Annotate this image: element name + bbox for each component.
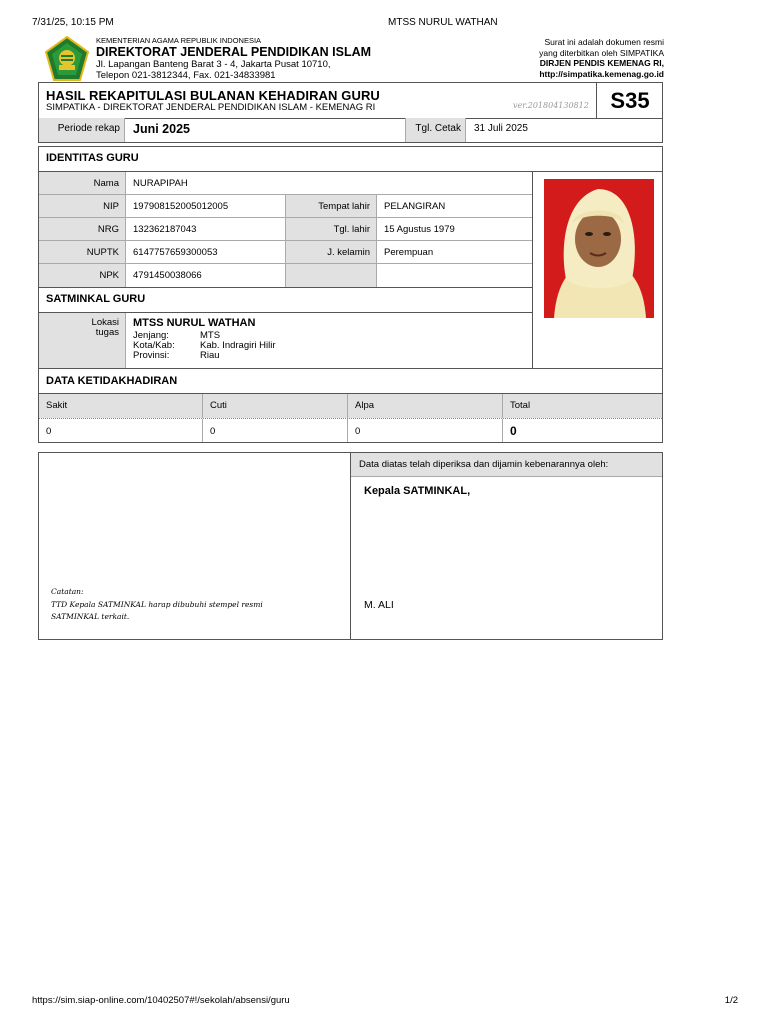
city-value: Kab. Indragiri Hilir: [200, 340, 276, 351]
address: Jl. Lapangan Banteng Barat 3 - 4, Jakarta Pusat 10710,: [96, 59, 331, 70]
print-date-value: 31 Juli 2025: [474, 123, 528, 134]
province-value: Riau: [200, 350, 220, 361]
nip-label: NIP: [39, 195, 126, 217]
notice-line: Surat ini adalah dokumen resmi: [544, 37, 664, 47]
notice-url: http://simpatika.kemenag.go.id: [539, 68, 664, 79]
note-line: SATMINKAL terkait.: [51, 612, 130, 621]
row-name: [39, 172, 532, 195]
nip-value: 197908152005012005: [126, 195, 286, 217]
kemenag-logo-icon: [44, 36, 90, 82]
teacher-photo: [544, 179, 654, 318]
period-label: Periode rekap: [39, 118, 125, 142]
satminkal-section-title: SATMINKAL GURU: [46, 293, 146, 305]
npk-label: NPK: [39, 264, 126, 287]
level-label: Jenjang:: [133, 330, 169, 341]
leave-header: Cuti: [203, 394, 348, 418]
row-nuptk: [39, 241, 532, 264]
name-label: Nama: [39, 172, 126, 194]
sick-value: 0: [39, 419, 203, 442]
row-nip: [39, 195, 532, 218]
ministry-name: KEMENTERIAN AGAMA REPUBLIK INDONESIA: [96, 36, 262, 45]
birthdate-value: 15 Agustus 1979: [384, 224, 455, 235]
verification-text: Data diatas telah diperiksa dan dijamin kebenarannya oleh:: [351, 453, 662, 477]
notes-area: [39, 453, 351, 639]
absence-value-row: [39, 419, 662, 442]
birthdate-label: Tgl. lahir: [286, 218, 377, 240]
birthplace-value: PELANGIRAN: [384, 201, 446, 212]
teacher-portrait-icon: [544, 179, 654, 318]
name-value: NURAPIPAH: [133, 178, 188, 189]
absent-value: 0: [348, 419, 503, 442]
form-code: S35: [596, 83, 663, 118]
empty-value: [377, 264, 532, 287]
signature-note: [51, 586, 263, 624]
document-subtitle: SIMPATIKA - DIREKTORAT JENDERAL PENDIDIKAN ISLAM - KEMENAG RI: [46, 102, 376, 113]
version-label: ver.20180413081​2: [513, 101, 589, 110]
gender-label: J. kelamin: [286, 241, 377, 263]
page-number: 1/2: [724, 995, 738, 1006]
level-value: MTS: [200, 330, 221, 341]
row-nrg: [39, 218, 532, 241]
signer-position: Kepala SATMINKAL,: [364, 485, 471, 497]
print-date-label: Tgl. Cetak: [406, 118, 466, 142]
signer-name: M. ALI: [364, 599, 394, 611]
period-row: [38, 118, 663, 143]
note-line: TTD Kepala SATMINKAL harap dibubuhi stempel resmi: [51, 599, 263, 609]
location-label: [39, 313, 126, 368]
document-title: HASIL REKAPITULASI BULANAN KEHADIRAN GURU: [46, 88, 380, 103]
total-header: Total: [510, 400, 531, 411]
official-notice: [539, 37, 664, 79]
identity-section-title: IDENTITAS GURU: [46, 152, 139, 164]
signature-panel: [38, 452, 663, 640]
leave-value: 0: [203, 419, 348, 442]
location-label-line1: Lokasi: [91, 317, 119, 328]
gender-value: Perempuan: [384, 247, 434, 258]
nrg-label: NRG: [39, 218, 126, 240]
location-details: [126, 313, 526, 361]
empty-label: [286, 264, 377, 287]
print-title: MTSS NURUL WATHAN: [388, 17, 498, 28]
province-label: Provinsi:: [133, 350, 170, 361]
letterhead: [38, 35, 664, 81]
directorate-name: DIREKTORAT JENDERAL PENDIDIKAN ISLAM: [96, 45, 372, 59]
nuptk-value: 6147757659300053: [126, 241, 286, 263]
document-title-block: [38, 82, 663, 119]
nrg-value: 132362187043: [126, 218, 286, 240]
page-url: https://sim.siap-online.com/10402507#!/sekolah/absensi/guru: [32, 995, 290, 1006]
notice-line: yang diterbitkan oleh SIMPATIKA: [539, 47, 664, 58]
absence-section-title: DATA KETIDAKHADIRAN: [46, 375, 178, 387]
nuptk-label: NUPTK: [39, 241, 126, 263]
birthplace-label: Tempat lahir: [286, 195, 377, 217]
sick-header: Sakit: [39, 394, 203, 418]
identity-panel: [38, 146, 663, 443]
note-title: Catatan:: [51, 587, 84, 596]
total-value: 0: [510, 424, 517, 438]
phone: Telepon 021-3812344, Fax. 021-34833981: [96, 70, 276, 81]
absent-header: Alpa: [348, 394, 503, 418]
notice-line: DIRJEN PENDIS KEMENAG RI,: [539, 58, 664, 68]
row-npk: [39, 264, 532, 287]
absence-header-row: [39, 394, 662, 418]
print-datetime: 7/31/25, 10:15 PM: [32, 17, 114, 28]
city-label: Kota/Kab:: [133, 340, 175, 351]
school-name: MTSS NURUL WATHAN: [133, 317, 256, 329]
location-label-line2: tugas: [95, 327, 119, 338]
period-value: Juni 2025: [125, 118, 406, 142]
npk-value: 4791450038066: [126, 264, 286, 287]
